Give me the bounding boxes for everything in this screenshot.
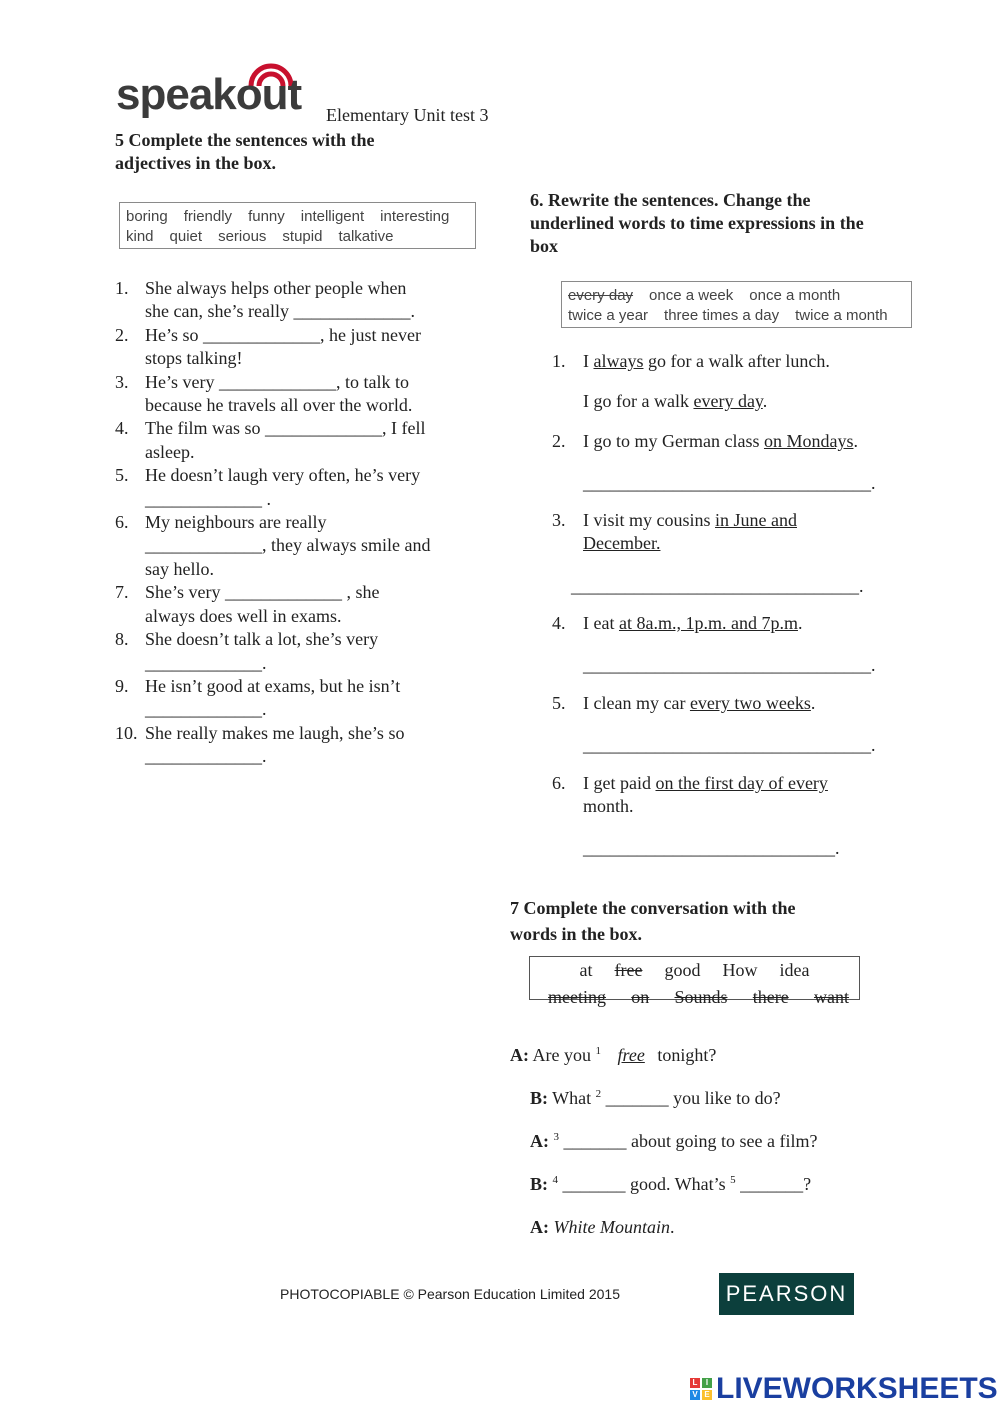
speaker-label: B: <box>530 1174 548 1194</box>
list-item <box>115 371 475 418</box>
item-text: She really makes me laugh, she’s so <box>145 722 405 743</box>
underlined-words: December. <box>583 533 661 553</box>
item-text: He’s so _____________, he just never <box>145 324 421 345</box>
item-text: because he travels all over the world. <box>145 395 413 416</box>
underlined-words: on Mondays <box>763 431 854 451</box>
item-text: she can, she’s really _____________. <box>145 301 415 322</box>
section7-title: 7 Complete the conversation with the words in the box. <box>510 898 796 944</box>
box-word: friendly <box>183 208 233 225</box>
item-text <box>583 612 873 635</box>
item-number: 4. <box>115 418 129 439</box>
section5-title: 5 Complete the sentences with the adjectives in the box. <box>115 130 375 173</box>
sentence-text: . <box>853 431 858 451</box>
item-text: _____________ . <box>145 488 271 509</box>
answer-blank: _______ <box>559 1131 627 1151</box>
item-text: say hello. <box>145 558 214 579</box>
item-text: The film was so _____________, I fell <box>145 418 426 439</box>
sentence-text: . <box>762 391 768 411</box>
item-text: She doesn’t talk a lot, she’s very <box>145 629 379 650</box>
conversation-line <box>530 1217 674 1238</box>
sentence-text: I clean my car <box>583 693 690 713</box>
box-word: kind <box>126 228 154 245</box>
box-word: there <box>752 987 789 1007</box>
pearson-logo: PEARSON <box>719 1273 854 1315</box>
item-number: 3. <box>552 510 566 530</box>
section6-expression-box <box>561 281 912 328</box>
box-word: meeting <box>548 987 606 1007</box>
item-number: 2. <box>115 324 129 345</box>
item-text: He doesn’t laugh very often, he’s very <box>145 465 421 486</box>
item-number: 6. <box>115 512 129 533</box>
box-word: funny <box>248 208 285 225</box>
sentence-text: I <box>583 351 594 371</box>
copyright-text: PHOTOCOPIABLE © Pearson Education Limited 2015 <box>280 1286 621 1302</box>
list-item <box>115 464 475 511</box>
line-text: What <box>548 1088 596 1108</box>
underlined-words: in June and <box>715 510 797 530</box>
answer-blank: _______ <box>735 1174 804 1194</box>
box-word: want <box>813 987 849 1007</box>
box-expression: twice a year <box>568 307 649 324</box>
list-item <box>115 417 475 464</box>
box-expression: three times a day <box>664 307 780 324</box>
item-text: He isn’t good at exams, but he isn’t <box>145 675 401 696</box>
struck-expression: every day <box>568 287 634 304</box>
logo-text: speakout <box>116 70 302 119</box>
answer-blank: _______ <box>558 1174 626 1194</box>
box-expression: once a week <box>649 287 734 304</box>
gap-number: 3 <box>553 1131 559 1143</box>
sentence-text: I eat <box>583 613 619 633</box>
section5-word-box <box>119 202 476 249</box>
speaker-label: A: <box>530 1217 549 1237</box>
box-expression: twice a month <box>795 307 888 324</box>
conversation-line <box>510 1045 716 1066</box>
item-text <box>583 350 873 373</box>
section5-list <box>115 277 475 769</box>
item-text: She’s very _____________ , she <box>145 582 380 603</box>
list-item <box>115 324 475 371</box>
liveworksheets-watermark: L I V E LIVEWORKSHEETS <box>690 1374 998 1404</box>
item-text: He’s very _____________, to talk to <box>145 371 409 392</box>
item-text: She always helps other people when <box>145 278 407 298</box>
item-number: 4. <box>552 613 566 633</box>
item-number: 3. <box>115 371 129 392</box>
section7-word-box <box>529 956 860 1007</box>
sentence-text: . <box>810 693 816 713</box>
answer-line: ________________________________. <box>571 576 864 596</box>
example-answer <box>583 390 767 413</box>
gap-number: 2 <box>595 1088 602 1100</box>
item-text: _____________. <box>145 652 267 673</box>
answer-line: ____________________________. <box>583 838 840 858</box>
box-word: stupid <box>282 228 323 245</box>
item-number: 8. <box>115 629 129 650</box>
item-number: 6. <box>552 773 566 793</box>
conversation-line <box>530 1131 817 1152</box>
item-number: 1. <box>552 351 566 371</box>
box-word: good <box>664 960 701 980</box>
item-number: 5. <box>552 693 566 713</box>
gap-number: 5 <box>730 1174 736 1186</box>
item-number: 5. <box>115 465 129 486</box>
line-text: about going to see a film? <box>626 1131 818 1151</box>
item-text <box>583 509 873 555</box>
box-word: intelligent <box>300 208 365 225</box>
item-text <box>583 430 873 453</box>
example-answer: free <box>617 1045 645 1065</box>
item-text <box>583 692 873 715</box>
item-text: always does well in exams. <box>145 605 342 626</box>
box-word: How <box>722 960 758 980</box>
box-word: free <box>614 960 643 980</box>
box-word: talkative <box>338 228 394 245</box>
answer-line: ________________________________. <box>583 655 876 675</box>
liveworksheets-icon: L I V E <box>690 1378 712 1400</box>
box-word: boring <box>126 208 168 225</box>
item-text: _____________. <box>145 746 267 767</box>
list-item <box>115 722 475 769</box>
item-number: 1. <box>115 278 129 298</box>
film-title: White Mountain <box>549 1217 670 1237</box>
sentence-text: I go for a walk <box>583 391 694 411</box>
conversation-line <box>530 1088 781 1109</box>
item-text: _____________, they always smile and <box>145 535 431 556</box>
answer-line: ________________________________. <box>583 735 876 755</box>
list-item <box>115 628 475 675</box>
sentence-text: month. <box>583 796 634 816</box>
list-item <box>115 675 475 722</box>
speaker-label: A: <box>530 1131 549 1151</box>
line-text: . <box>669 1217 675 1237</box>
item-number: 7. <box>115 582 129 603</box>
underlined-words: always <box>593 351 644 371</box>
box-word: on <box>631 987 650 1007</box>
box-word: quiet <box>169 228 203 245</box>
line-text: you like to do? <box>668 1088 781 1108</box>
conversation-line <box>530 1174 811 1195</box>
item-text <box>583 772 873 818</box>
item-text: _____________. <box>145 699 267 720</box>
item-text: My neighbours are really <box>145 512 327 533</box>
item-text: asleep. <box>145 441 195 462</box>
list-item <box>115 581 475 628</box>
underlined-words: at 8a.m., 1p.m. and 7p.m <box>618 613 798 633</box>
test-subtitle: Elementary Unit test 3 <box>326 105 489 125</box>
box-word: idea <box>779 960 810 980</box>
line-text: ? <box>803 1174 812 1194</box>
section6-title: 6. Rewrite the sentences. Change the underlined words to time expressions in the box <box>530 190 864 256</box>
line-text: tonight? <box>652 1045 717 1065</box>
box-expression: once a month <box>749 287 841 304</box>
underlined-words: on the first day of every <box>655 773 828 793</box>
list-item <box>115 277 475 324</box>
line-text: good. What’s <box>625 1174 731 1194</box>
answer-blank: _______ <box>601 1088 669 1108</box>
item-text: stops talking! <box>145 348 243 369</box>
sentence-text: go for a walk after lunch. <box>643 351 830 371</box>
speaker-label: A: <box>510 1045 529 1065</box>
underlined-words: every two weeks <box>689 693 811 713</box>
underlined-words: every day <box>693 391 763 411</box>
box-word: interesting <box>380 208 450 225</box>
gap-number: 1 <box>595 1045 601 1057</box>
box-word: serious <box>218 228 267 245</box>
item-number: 9. <box>115 675 129 696</box>
item-number: 10. <box>115 722 138 743</box>
speakout-logo <box>116 62 316 124</box>
sentence-text: I get paid <box>583 773 656 793</box>
answer-line: ________________________________. <box>583 473 876 493</box>
box-word: at <box>579 960 593 980</box>
item-number: 2. <box>552 431 566 451</box>
sentence-text: . <box>797 613 803 633</box>
sentence-text: I go to my German class <box>583 431 764 451</box>
gap-number: 4 <box>552 1174 558 1186</box>
list-item <box>115 511 475 581</box>
box-word: Sounds <box>674 987 728 1007</box>
line-text: Are you <box>529 1045 596 1065</box>
sentence-text: I visit my cousins <box>583 510 716 530</box>
speaker-label: B: <box>530 1088 548 1108</box>
